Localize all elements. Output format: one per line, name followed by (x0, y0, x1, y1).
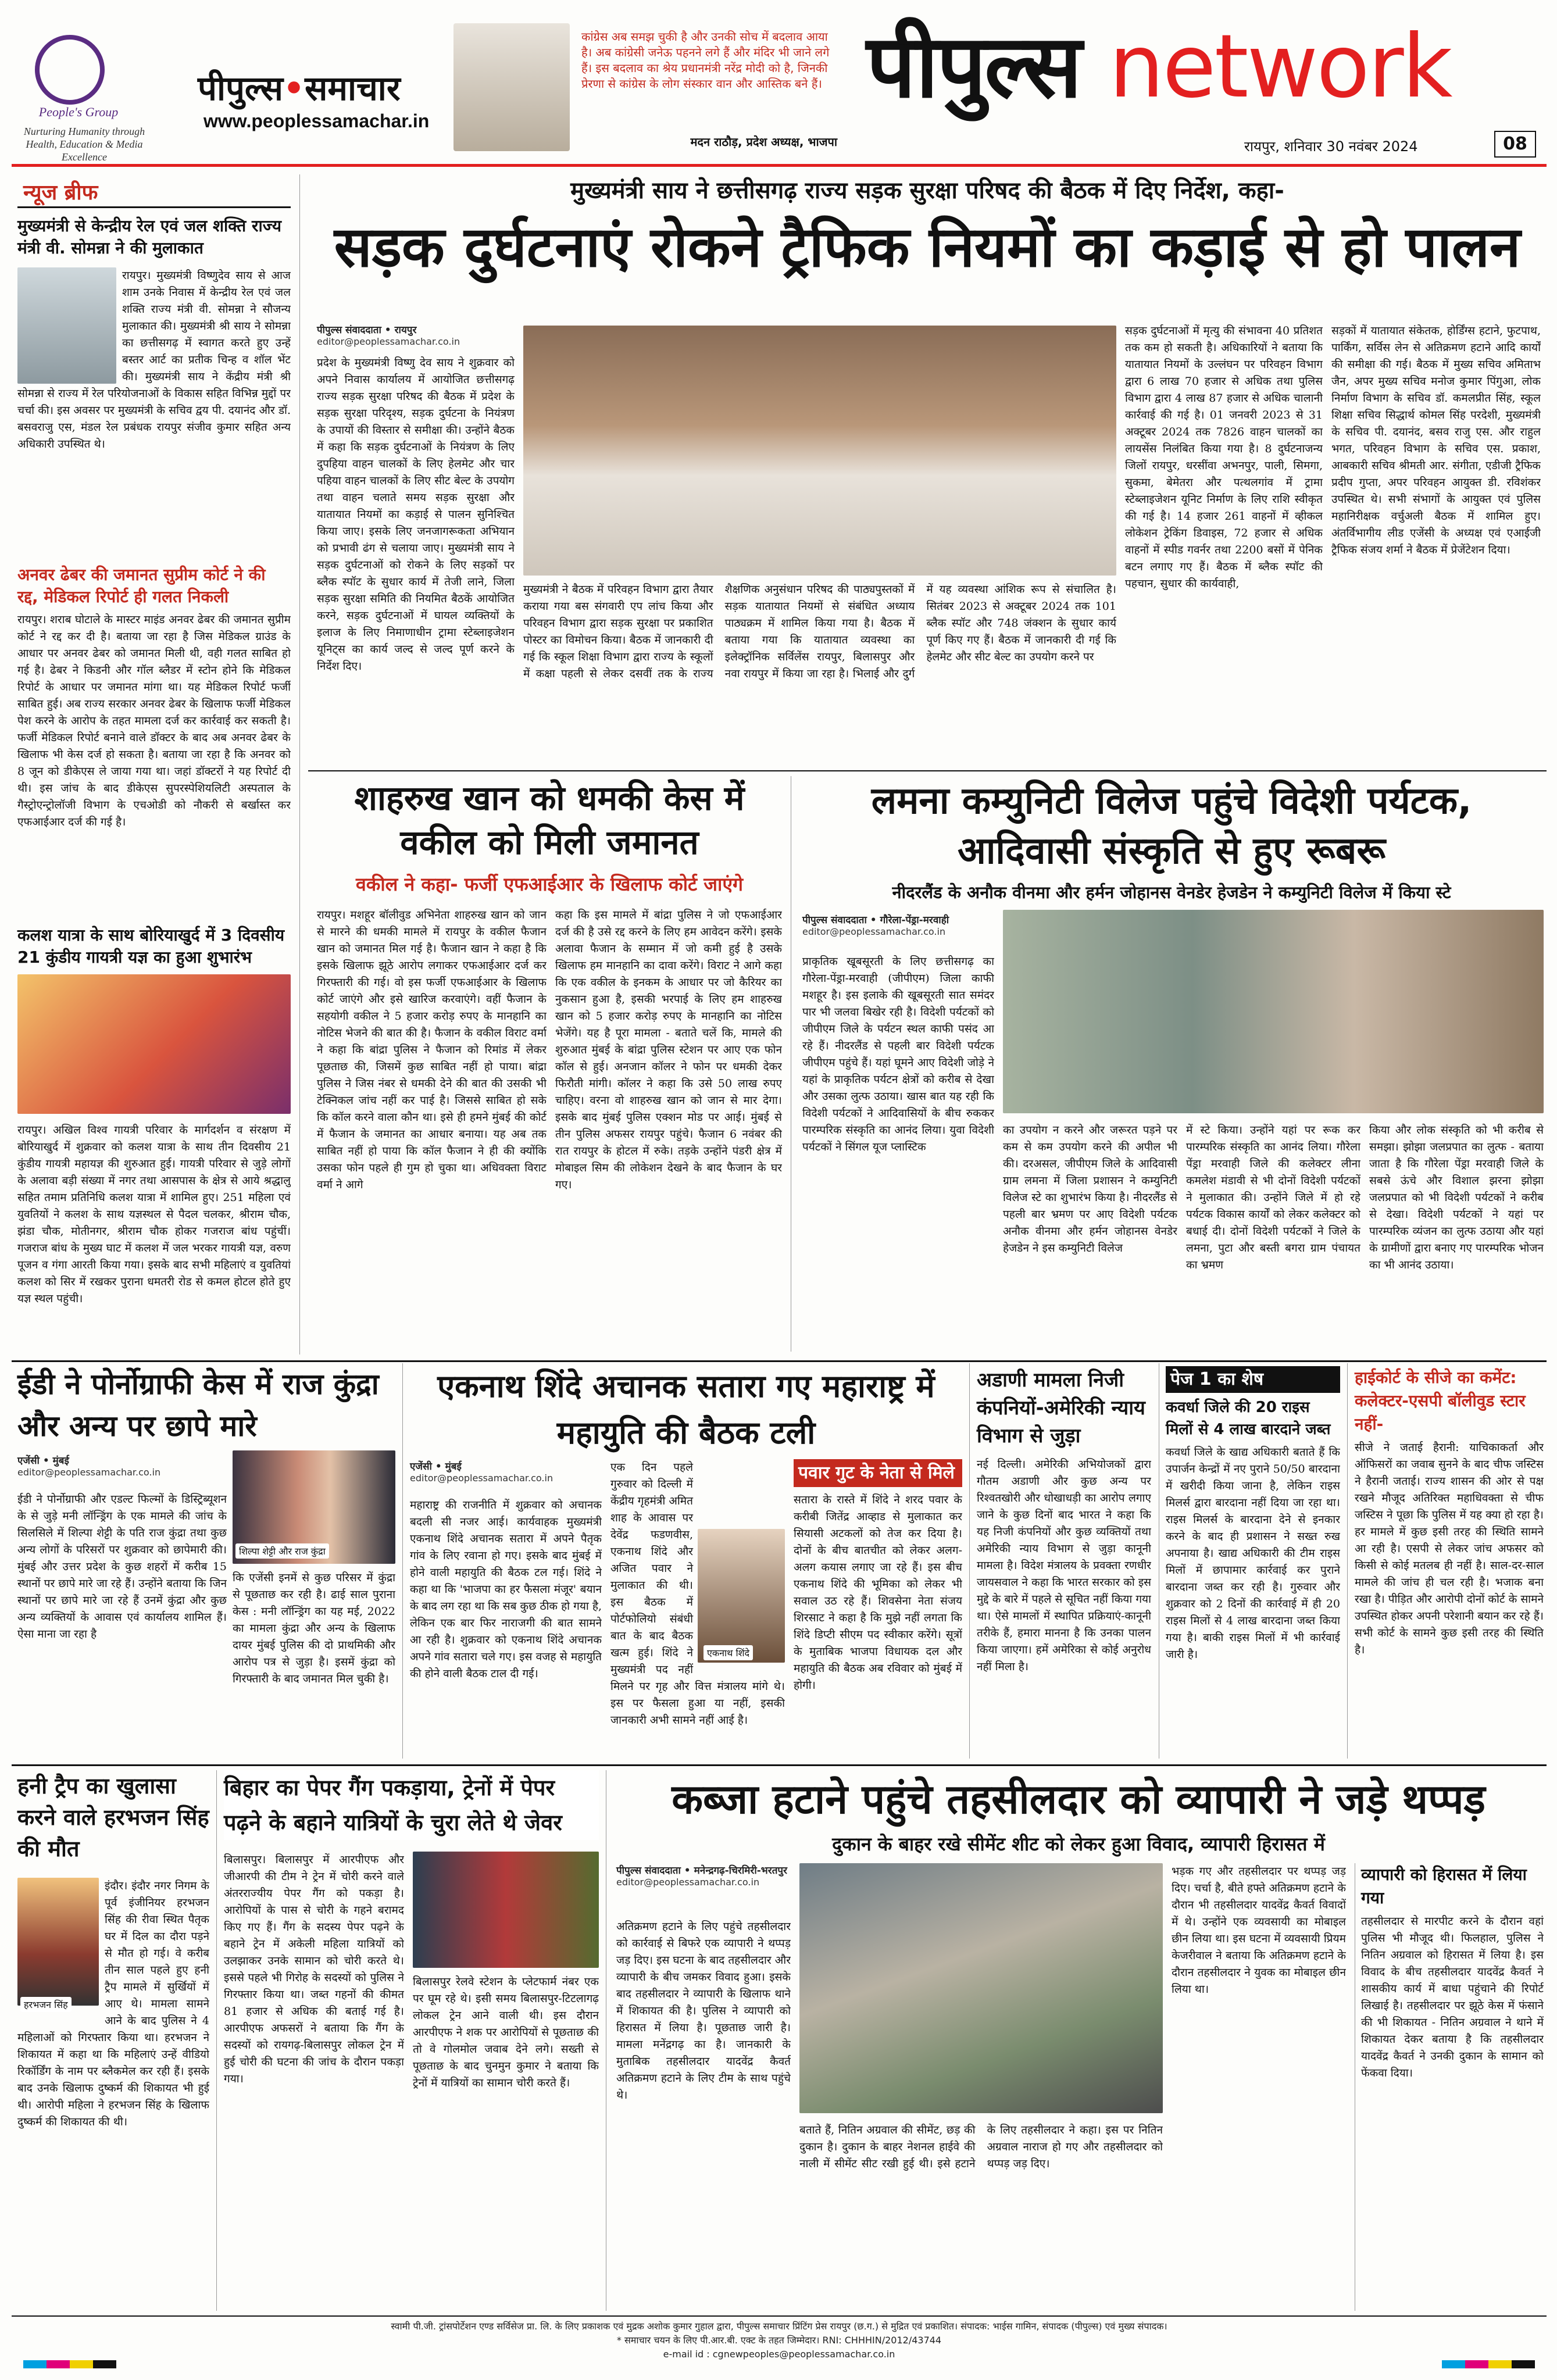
lamna-headline: लमना कम्युनिटी विलेज पहुंचे विदेशी पर्यटक, आदिवासी संस्कृति से हुए रूबरू (871, 780, 1472, 873)
peoples-group-logo (35, 35, 105, 105)
shinde-byline: एजेंसी • मुंबई (410, 1461, 462, 1473)
masthead-left (12, 23, 430, 163)
pawar-box (794, 1459, 962, 1759)
honey-body (17, 1878, 209, 2311)
dateline: रायपुर, शनिवार 30 नवंबर 2024 (1244, 138, 1418, 155)
network-title (866, 17, 1451, 116)
tehsildar-col-1: अतिक्रमण हटाने के लिए पहुंचे तहसीलदार को कार्रवाई से बिफरे एक व्यापारी ने थप्पड़ जड़ दिए। इस घटना के बाद तहसीलदार और व्यापारी के बीच जमकर विवाद हुआ। इसके बाद तहसीलदार ने व्यापारी के खिलाफ थाने में शिकायत की है। पुलिस ने व्यापारी को हिरासत में लिया है। पूछताछ जारी है। मामला मनेंद्रगढ़ का है। जानकारी के मुताबिक तहसीलदार यादवेंद्र कैवर्त अतिक्रमण हटाने के लिए टीम के साथ पहुंचे थे। (616, 1920, 791, 2102)
brief-1-headline: मुख्यमंत्री से केन्द्रीय रेल एवं जल शक्ति राज्य मंत्री वी. सोमन्ना ने की मुलाकात (17, 216, 281, 258)
column-divider (1347, 1363, 1348, 1759)
quote-box (453, 17, 837, 157)
lead-byline: पीपुल्स संवाददाता • रायपुर (317, 324, 417, 336)
brief-3-photo (17, 974, 291, 1114)
brief-1-photo-spacer (17, 267, 122, 384)
hc-body: सीजे ने जताई हैरानी: याचिकाकर्ता और ऑफिसरों का जवाब सुनने के बाद चीफ जस्टिस ने हैरानी जताई। राज्य शासन की ओर से पक्ष रखने मौजूद अतिरिक्त महाधिवक्ता से चीफ जस्टिस ने पूछा कि पुलिस में यह क्या हो रहा है। हर मामले में कुछ इसी तरह की स्थिति सामने आ रही है। एसपी से लेकर जांच अफसर को किसी से कोई मतलब ही नहीं है। साल-दर-साल मामले की जांच ही चल रही है। भजाक बना रखा है। पीड़ित और आरोपी दोनों कोर्ट के सामने उपस्थित होकर अपनी परेशानी बयान कर रहे हैं। सभी कोर्ट के सामने कुछ इसी तरह की स्थिति है। (1355, 1441, 1544, 1656)
srk-col-2: कहा कि इस मामले में बांद्रा पुलिस ने जो एफआईआर दर्ज की है उसे रद्द करने के लिए हम आवेदन करेंगे। इसके अलावा फैजान के सम्मान में जो कमी हुई है उसके खिलाफ हम मानहानि का दावा करेंगे। विराट ने आगे कहा कि एक वकील के इनकम के आधार पर जो कैरियर का नुकसान हुआ है, इसकी भरपाई के लिए हम शाहरुख खान को 5 हजार करोड़ रुपए के मानहानि का नोटिस भेजेंगे। यह है पूरा मामला - बताते चलें कि, मामले की शुरुआत मुंबई के बांद्रा पुलिस स्टेशन पर आए एक फोन कॉल से हुई। अनजान कॉलर ने फोन पर धमकी देकर फिरौती मांगी। कॉलर ने कहा कि उसे 50 लाख रुपए चाहिए। वरना वो शाहरुख खान को जान से मार देगा। इसके बाद मुंबई पुलिस एक्शन मोड पर आई। मुंबई से तीन पुलिस अफसर रायपुर पहुंचे। फैजान 6 नवंबर की रात रायपुर के होटल में रुके। तड़के उन्होंने पंडरी क्षेत्र में मोबाइल सिम की लोकेशन देखने के बाद फैजान के घर गए। (555, 909, 782, 1191)
network-title-part1: पीपुल्स (866, 16, 1081, 117)
lead-col-4: सड़कों में यातायात संकेतक, होर्डिंग्स हटाने, फुटपाथ, पार्किंग, सर्विस लेन से अतिक्रमण हटाने आदि कार्यों की समीक्षा की गई। बैठक में मुख्य सचिव अमिताभ जैन, अपर मुख्य सचिव मनोज कुमार पिंगुआ, लोक निर्माण विभाग के सचिव डॉ. कमलप्रीत सिंह, स्कूल शिक्षा सचिव सिद्धार्थ कोमल सिंह परदेशी, मुख्यमंत्री के सचिव पी. दयानंद, बसव राजु एस. और राहुल भगत, परिवहन विभाग के सचिव एस. प्रकाश, आबकारी सचिव श्रीमती आर. संगीता, एडीजी ट्रैफिक प्रदीप गुप्ता, अपर परिवहन आयुक्त डी. रविशंकर उपस्थित थे। सभी संभागों के आयुक्त एवं पुलिस महानिरीक्षक वर्चुअली बैठक में शामिल हुए। अंतर्विभागीय लीड एजेंसी के अध्यक्ष एवं एआईजी ट्रैफिक संजय शर्मा ने बैठक में प्रेजेंटेशन दिया। (1331, 324, 1541, 556)
page1-remainder-box (1166, 1366, 1340, 1759)
shinde-headline: एकनाथ शिंदे अचानक सतारा गए महाराष्ट्र में महायुति की बैठक टली (437, 1368, 935, 1451)
page-number: 08 (1494, 131, 1536, 158)
lead-email[interactable]: editor@peoplessamachar.co.in (317, 336, 460, 347)
quote-text: कांग्रेस अब समझ चुकी है और उनकी सोच में बदलाव आया है। अब कांग्रेसी जनेऊ पहनने लगे हैं और मंदिर भी जाने लगे हैं। इस बदलाव का श्रेय प्रधानमंत्री नरेंद्र मोदी को है, जिनकी प्रेरणा से कांग्रेस के लोग संस्कार वान और आस्तिक बने हैं। (581, 30, 830, 91)
shinde-col-2-text: एक दिन पहले गुरुवार को दिल्ली में केंद्रीय गृहमंत्री अमित शाह के आवास पर देवेंद्र फडणवीस, एकनाथ शिंदे और अजित पवार ने मुलाकात की थी। इस बैठक में पोर्टफोलियो संबंधी बात के बाद बैठक खत्म हुई। शिंदे ने मुख्यमंत्री पद नहीं मिलने पर गृह और वित्त मंत्रालय मांगे थे। इस पर फैसला हुआ या नहीं, इसकी जानकारी अभी सामने नहीं आई है। (610, 1461, 785, 1727)
lamna-email[interactable]: editor@peoplessamachar.co.in (802, 926, 946, 937)
paper-name-dot: • (283, 69, 305, 108)
page1-remainder-headline: कवर्धा जिले की 20 राइस मिलों से 4 लाख बारदाने जब्त (1166, 1399, 1331, 1438)
brief-2-headline: अनवर ढेबर की जमानत सुप्रीम कोर्ट ने की रद्द, मेडिकल रिपोर्ट ही गलत निकली (17, 565, 266, 606)
news-brief-label: न्यूज ब्रीफ (23, 181, 98, 205)
honey-story (17, 1770, 209, 2311)
honey-photo-caption: हरभजन सिंह (20, 1997, 72, 2012)
quote-attribution: मदन राठौड़, प्रदेश अध्यक्ष, भाजपा (690, 135, 837, 149)
tehsildar-sidebar (1355, 1863, 1544, 2311)
lead-photo (523, 326, 1116, 576)
paper-name-part1: पीपुल्स (198, 69, 283, 108)
pawar-body: सतारा के रास्ते में शिंदे ने शरद पवार के करीबी जितेंद्र आव्हाड से मुलाकात कर सियासी अटकलों को तेज कर दिया है। दोनों के बीच बातचीत को लेकर अलग-अलग कयास लगाए जा रहे हैं। इस बीच एकनाथ शिंदे की भूमिका को लेकर भी सवाल उठ रहे हैं। शिवसेना नेता संजय शिरसाट ने कहा है कि मुझे नहीं लगता कि शिंदे डिप्टी सीएम पद स्वीकार करेंगे। सूत्रों के मुताबिक भाजपा विधायक दल और महायुति की बैठक अब रविवार को मुंबई में होगी। (794, 1493, 962, 1692)
page1-remainder-body: कवर्धा जिले के खाद्य अधिकारी बताते हैं कि उपार्जन केन्द्रों में नए पुराने 50/50 बारदाना में खरीदी किया जाना है, लेकिन राइस मिलर्स द्वारा बारदाना नहीं दिया जा रहा था। राइस मिलर्स के बारदाना देने से इनकार करने के बाद ही प्रशासन ने सख्त रुख अपनाया है। खाद्य अधिकारी की टीम राइस मिलों में छापामार कार्रवाई कर पुराने बारदाना जब्त कर रही है। गुरुवार और शुक्रवार को 2 दिनों की कार्रवाई में ही 20 राइस मिलों से 4 लाख बारदाना जब्त किया गया है। बाकी राइस मिलों में भी कार्रवाई जारी है। (1166, 1446, 1340, 1661)
column-divider (216, 1770, 217, 2311)
group-tagline: Nurturing Humanity through Health, Education & Media Excellence (23, 126, 145, 163)
bihar-headline: बिहार का पेपर गैंग पकड़ाया, ट्रेनों में पेपर पढ़ने के बहाने यात्रियों के चुरा लेते थे जेवर (224, 1770, 599, 1840)
lamna-col-4: किया और लोक संस्कृति को भी करीब से समझा। झोझा जलप्रपात का लुत्फ - बताया जाता है कि गौरेला पेंड्रा मरवाही जिले के सबसे ऊंचे और विशाल झरना झोझा जलप्रपात को भी विदेशी पर्यटकों ने करीब से देखा। विदेशी पर्यटकों ने यहां पर पारम्परिक व्यंजन का लुत्फ उठाया और यहां के ग्रामीणों द्वारा बनाए गए पारम्परिक भोजन का भी आनंद उठाया। (1369, 1124, 1544, 1271)
brief-item-3 (17, 924, 291, 1378)
brief-1-body-text: रायपुर। मुख्यमंत्री विष्णुदेव साय से आज शाम उनके निवास में केन्द्रीय रेल एवं जल शक्ति राज्य मंत्री वी. सोमन्ना ने सौजन्य मुलाकात की। मुख्यमंत्री श्री साय ने सोमन्ना का छत्तीसगढ़ में स्वागत करते हुए उन्हें बस्तर आर्ट का प्रतीक चिन्ह व शॉल भेंट की। मुख्यमंत्री साय ने केंद्रीय मंत्री श्री सोमन्ना से राज्य में रेल परियोजनाओं के विकास सहित विभिन्न मुद्दों पर चर्चा की। इस अवसर पर मुख्यमंत्री के सचिव द्वय पी. दयानंद और डॉ. बसवराजु एस, मंडल रेल प्रबंधक रायपुर संजीव कुमार सहित अन्य अधिकारी उपस्थित थे। (17, 269, 291, 451)
bihar-col-2: बिलासपुर रेलवे स्टेशन के प्लेटफार्म नंबर एक पर घूम रहे थे। इसी समय बिलासपुर-टिटलागढ़ लोकल ट्रेन आने वाली थी। इस दौरान आरपीएफ ने शक पर आरोपियों से पूछताछ की तो वे गोलमोल जवाब देने लगे। सख्ती से पूछताछ के बाद चुनमुन कुमार ने बताया कि ट्रेनों में यात्रियों का सामान चोरी करते हैं। (413, 1975, 599, 2089)
paper-name-part2: समाचार (305, 69, 401, 108)
lamna-col-2: का उपयोग न करने और जरूरत पड़ने पर कम से कम उपयोग करने की अपील भी की। दरअसल, जीपीएम जिले के आदिवासी ग्राम लमना में जिला प्रशासन ने कम्युनिटी विलेज स्टे का शुभारंभ किया है। नीदरलैंड से पहली बार भ्रमण पर आए विदेशी पर्यटक अनौक वीनमा और हर्मन जोहानस वेनडेर हेजडेन ने इस कम्युनिटी विलेज (1003, 1124, 1177, 1255)
tehsildar-col-2: बताते हैं, नितिन अग्रवाल की सीमेंट, छड़ की दुकान है। दुकान के बाहर नेशनल हाईवे की नाली में सीमेंट सीट रखी हुई थी। इसे हटाने के लिए तहसीलदार ने कहा। इस पर नितिन अग्रवाल नाराज हो गए और तहसीलदार को थप्पड़ जड़ दिए। (799, 2124, 1163, 2170)
honey-body-text: इंदौर। इंदौर नगर निगम के पूर्व इंजीनियर हरभजन सिंह की रीवा स्थित पैतृक घर में दिल का दौरा पड़ने से मौत हो गई। वे करीब तीन साल पहले हुए हनी ट्रैप मामले में सुर्खियों में आए थे। मामला सामने आने के बाद पुलिस ने 4 महिलाओं को गिरफ्तार किया था। हरभजन ने शिकायत में कहा था कि महिलाएं उन्हें वीडियो रिकॉर्डिंग के नाम पर ब्लैकमेल कर रही हैं। इसके बाद उनके खिलाफ दुष्कर्म की शिकायत भी हुई थी। आरोपी महिला ने हरभजन सिंह के खिलाफ दुष्कर्म की शिकायत की थी। (17, 1879, 209, 2128)
tehsildar-byline-block (616, 1863, 791, 1888)
ed-col-2: कि एजेंसी इनमें से कुछ परिसर में कुंद्रा से पूछताछ कर रही है। ढाई साल पुराना केस : मनी लॉन्ड्रिंग का यह मई, 2022 का मामला कुंद्रा और अन्य के खिलाफ दायर मुंबई पुलिस की दो प्राथमिकी और आरोप पत्र से जुड़ा है। इसमें कुंद्रा को गिरफ्तारी के बाद जमानत मिल चुकी है। (233, 1571, 395, 1685)
hc-headline: हाईकोर्ट के सीजे का कमेंट: कलेक्टर-एसपी बॉलीवुड स्टार नहीं- (1355, 1368, 1526, 1434)
column-divider (299, 174, 300, 1355)
shinde-byline-block (410, 1459, 602, 1484)
lamna-subhead: नीदरलैंड के अनौक वीनमा और हर्मन जोहानस वेनडेर हेजडेन ने कम्युनिटी विलेज में किया स्टे (892, 882, 1451, 902)
ed-email[interactable]: editor@peoplessamachar.co.in (17, 1467, 161, 1478)
lead-col-3: सड़क दुर्घटनाओं में मृत्यु की संभावना 40 प्रतिशत तक कम हो सकती है। अधिकारियों ने बताया कि यातायात नियमों के उल्लंघन पर परिवहन विभाग द्वारा 6 लाख 70 हजार से अधिक तथा पुलिस विभाग द्वारा 4 लाख 87 हजार से अधिक चालानी कार्रवाई की गई है। 01 जनवरी 2023 से 31 अक्टूबर 2024 तक 7826 वाहन चालकों का लायसेंस निलंबित किया गया है। 8 दुर्घटनाजन्य जिलों रायपुर, धरसींवा अभनपुर, पाली, सिमगा, सुकमा, बेमेतरा और पत्थलगांव में ट्रामा स्टेब्लाइजेशन यूनिट निर्माण के लिए राशि स्वीकृत की गई है। 14 हजार 261 वाहनों में व्हीकल लोकेशन ट्रेकिंग डिवाइस, 72 हजार से अधिक वाहनों में स्पीड गवर्नर तथा 2200 बसों में पेनिक बटन लगाए गए हैं। बैठक में ब्लैक स्पॉट की पहचान, सुधार की कार्यवाही, (1125, 324, 1323, 590)
lead-kicker: मुख्यमंत्री साय ने छत्तीसगढ़ राज्य सड़क सुरक्षा परिषद की बैठक में दिए निर्देश, कहा- (570, 177, 1284, 204)
footer-imprint: स्वामी पी.जी. ट्रांसपोर्टेशन एण्ड सर्विसेज प्रा. लि. के लिए प्रकाशक एवं मुद्रक अशोक कुमार गुहाल द्वारा, पीपुल्स समाचार प्रिंटिंग प्रेस रायपुर (छ.ग.) से मुद्रित एवं प्रकाशित। संपादक: भाईस गामिन, संपादक (पीपुल्स) एवं मुख्य संपादक। (391, 2321, 1167, 2332)
lamna-col-1: प्राकृतिक खूबसूरती के लिए छत्तीसगढ़ का गौरेला-पेंड्रा-मरवाही (जीपीएम) जिला काफी मशहूर है। इस इलाके की खूबसूरती सात समंदर पार भी जलवा बिखेर रही है। विदेशी पर्यटकों को जीपीएम जिले के पर्यटन स्थल काफी पसंद आ रहे हैं। नीदरलैंड से पहली बार विदेशी पर्यटक जीपीएम पहुंचे हैं। यहां घूमने आए विदेशी जोड़े ने यहां के प्राकृतिक पर्यटन क्षेत्रों को करीब से देखा और उसका लुत्फ उठाया। खास बात यह रही कि विदेशी पर्यटकों ने आदिवासियों के बीच रुककर पारम्परिक संस्कृति का आनंद लिया। युवा विदेशी पर्यटकों ने सिंगल यूज प्लास्टिक (802, 955, 994, 1153)
hc-story (1355, 1366, 1544, 1759)
color-registration-marks (23, 2360, 116, 2368)
ed-byline-block (17, 1453, 227, 1478)
shinde-email[interactable]: editor@peoplessamachar.co.in (410, 1473, 553, 1484)
honey-headline: हनी ट्रैप का खुलासा करने वाले हरभजन सिंह की मौत (17, 1773, 209, 1861)
brief-3-body: रायपुर। अखिल विश्व गायत्री परिवार के मार्गदर्शन व संरक्षण में बोरियाखुर्द में शुक्रवार को कलश यात्रा के साथ तीन दिवसीय 21 कुंडीय गायत्री महायज्ञ की शुरुआत हुई। गायत्री परिवार से जुड़े लोगों के अलावा बड़ी संख्या में नगर तथा आसपास के क्षेत्र से आये श्रद्धालु सहित तमाम प्रतिनिधि कलश यात्रा में शामिल हुए। 251 महिला एवं युवतियों ने कलश के साथ यज्ञस्थल से पैदल चलकर, श्रीराम चौक, झंडा चौक, मोतीनगर, श्रीराम चौक होकर गजराज बांध पहुंचीं। गजराज बांध के मुख्य घाट में कलश में जल भरकर गायत्री यज्ञ, वरुण पूजन व गंगा आरती किया गया। इसके बाद सभी महिलाएं व युवतियां कलश को सिर में रखकर पुराना धमतरी रोड से कमल होटल होते हुए यज्ञ स्थल पहुंची। (17, 1124, 291, 1305)
ed-byline: एजेंसी • मुंबई (17, 1455, 69, 1467)
paper-name (198, 64, 401, 110)
shinde-photo (698, 1529, 785, 1663)
ed-headline: ईडी ने पोर्नोग्राफी केस में राज कुंद्रा और अन्य पर छापे मारे (17, 1367, 379, 1443)
brief-rule (17, 206, 291, 208)
ed-photo-caption: शिल्पा शेट्टी और राज कुंद्रा (235, 1543, 329, 1559)
mid-rule (12, 1360, 1547, 1362)
srk-headline: शाहरुख खान को धमकी केस में वकील को मिली जमानत (354, 778, 745, 862)
tehsildar-col-3: भड़क गए और तहसीलदार पर थप्पड़ जड़ दिए। चर्चा है, बीते हफ्ते अतिक्रमण हटाने के दौरान भी तहसीलदार यादवेंद्र कैवर्त विवादों में थे। उन्होंने एक व्यवसायी का मोबाइल छीन लिया था। इस घटना में व्यवसायी प्रियम केजरीवाल ने बताया कि अतिक्रमण हटाने के दौरान तहसीलदार ने युवक का मोबाइल छीन लिया था। (1172, 1865, 1346, 1996)
lamna-col-3: में स्टे किया। उन्होंने यहां पर रूक कर पारम्परिक संस्कृति का आनंद लिया। गौरेला पेंड्रा मरवाही जिले की कलेक्टर लीना कमलेश मंडावी से भी दोनों विदेशी पर्यटकों ने मुलाकात की। उन्होंने जिले में हो रहे पर्यटक विकास कार्यों को लेकर कलेक्टर को बधाई दी। दोनों विदेशी पर्यटकों ने जिले के लमना, पुटा और बस्ती बगरा ग्राम पंचायत का भ्रमण (1186, 1124, 1360, 1271)
brief-3-headline: कलश यात्रा के साथ बोरियाखुर्द में 3 दिवसीय 21 कुंडीय गायत्री यज्ञ का हुआ शुभारंभ (17, 925, 285, 967)
tehsildar-photo (799, 1863, 1163, 2113)
paper-url[interactable]: www.peoplessamachar.in (203, 110, 430, 131)
color-registration-marks (1442, 2360, 1535, 2368)
shinde-photo-caption: एकनाथ शिंदे (703, 1645, 753, 1660)
footer-rule (12, 2315, 1547, 2317)
honey-photo-spacer (17, 1878, 105, 2017)
adani-headline: अडाणी मामला निजी कंपनियों-अमेरिकी न्याय विभाग से जुड़ा (977, 1368, 1145, 1448)
footer-email[interactable]: e-mail id : cgnewpeoples@peoplessamachar.co.in (663, 2349, 895, 2360)
tehsildar-byline: पीपुल्स संवाददाता • मनेन्द्रगढ़-चिरमिरी-भरतपुर (616, 1865, 788, 1877)
masthead-rule (12, 164, 1547, 167)
lead-col-1: प्रदेश के मुख्यमंत्री विष्णु देव साय ने शुक्रवार को अपने निवास कार्यालय में आयोजित छत्तीसगढ़ राज्य सड़क सुरक्षा परिषद की बैठक में प्रदेश के सड़क सुरक्षा परिदृश्य, सड़क दुर्घटना के नियंत्रण के उपायों की विस्तार से समीक्षा की। उन्होंने बैठक में कहा कि सड़क दुर्घटनाओं के नियंत्रण के लिए दुपहिया वाहन चालकों के लिए हेलमेट और चार पहिया वाहन चालकों के लिए सीट बेल्ट के उपयोग तथा वाहन चलाते समय सड़क सुरक्षा और यातायात नियमों का कड़ाई से पालन सुनिश्चित किया जाए। इसके लिए जनजागरूकता अभियान को प्रभावी ढंग से चलाया जाए। मुख्यमंत्री साय ने सड़क दुर्घटनाओं को रोकने के लिए सड़कों पर ब्लैक स्पॉट के सुधार कार्य में तेजी लाने, जिला सड़क सुरक्षा समिति की नियमित बैठकें आयोजित करने, सड़क दुर्घटनाओं में घायल व्यक्तियों के इलाज के लिए निमाणाधीन ट्रामा स्टेब्लाइजेशन यूनिट्स का कार्य जल्द से जल्द पूर्ण करने के निर्देश दिए। (317, 356, 515, 673)
bihar-col-1: बिलासपुर। बिलासपुर में आरपीएफ और जीआरपी की टीम ने ट्रेन में चोरी करने वाले अंतरराज्यीय पेपर गैंग को पकड़ा है। आरोपियों के पास से चोरी के गहने बरामद किए गए हैं। गैंग के सदस्य पेपर पढ़ने के बहाने ट्रेन में अकेली महिला यात्रियों को उलझाकर उनके सामान को चोरी करते थे। इससे पहले भी गिरोह के सदस्यों को पुलिस ने गिरफ्तार किया था। जब्त गहनों की कीमत 81 हजार से अधिक की बताई गई है। आरपीएफ अफसरों ने बताया कि गैंग के सदस्यों को रायगढ़-बिलासपुर लोकल ट्रेन में हुई चोरी की घटना की जांच के दौरान पकड़ा गया। (224, 1853, 404, 2085)
footer-registration: * समाचार चयन के लिए पी.आर.बी. एक्ट के तहत जिम्मेदार। RNI: CHHHIN/2012/43744 (616, 2335, 942, 2346)
network-title-part2: network (1109, 16, 1451, 117)
adani-body: नई दिल्ली। अमेरिकी अभियोजकों द्वारा गौतम अडाणी और कुछ अन्य पर रिश्वतखोरी और धोखाधड़ी का आरोप लगाए जाने के कुछ दिनों बाद भारत ने कहा कि यह निजी कंपनियों और कुछ व्यक्तियों तथा अमेरिकी न्याय विभाग से जुड़ा कानूनी मामला है। विदेश मंत्रालय के प्रवक्ता रणधीर जायसवाल ने कहा कि भारत सरकार को इस मुद्दे के बारे में पहले से सूचित नहीं किया गया था। ऐसे मामलों में स्थापित प्रक्रियाएं-कानूनी तरीके हैं, हमारा मानना है कि उनका पालन किया जाएगा। हमें अमेरिका से कोई अनुरोध नहीं मिला है। (977, 1458, 1151, 1673)
lower-rule (12, 1764, 1547, 1766)
srk-col-1: रायपुर। मशहूर बॉलीवुड अभिनेता शाहरुख खान को जान से मारने की धमकी मामले में रायपुर के वकील फैजान खान को जमानत मिल गई है। फैजान खान ने कहा है कि इसके खिलाफ झूठे आरोप लगाकर एफआईआर दर्ज कर गिरफ्तारी की गई। वो इस फर्जी एफआईआर के खिलाफ कोर्ट जाएंगे और इसे खारिज करवाएंगे। वहीं फैजान के सहयोगी वकील ने 5 हजार करोड़ रुपए के मानहानि का नोटिस भेजने की बात की है। फैजान के वकील विराट वर्मा ने कहा कि बांद्रा पुलिस ने फैजान को रिमांड में लेकर पूछताछ की, जिसमें कुछ साबित नहीं हो पाया। बांद्रा पुलिस ने जिस नंबर से धमकी देने की बात की उसकी भी टेक्निकल जांच नहीं कर पाई है। जिससे साबित हो सके कि कॉल करने वाला कौन था। इसे ही हमने मुंबई की कोर्ट में फैजान के जमानत का आधार बनाया। यह अब तक साबित नहीं हो पाया कि कॉल फैजान ने ही की क्योंकि उसका फोन पहले ही गुम हो चुका था। अधिवक्ता विराट वर्मा ने आगे (317, 909, 547, 1191)
lead-col-2: मुख्यमंत्री ने बैठक में परिवहन विभाग द्वारा तैयार कराया गया बस संगवारी एप लांच किया और परिवहन विभाग द्वारा सड़क सुरक्षा पर प्रकाशित पोस्टर का विमोचन किया। बैठक में जानकारी दी गई कि स्कूल शिक्षा विभाग द्वारा राज्य के स्कूलों में कक्षा पहली से लेकर दसवीं तक के राज्य शैक्षणिक अनुसंधान परिषद की पाठ्यपुस्तकों में सड़क यातायात नियमों से संबंधित अध्याय पाठ्यक्रम में शामिल किया गया है। बैठक में बताया गया कि यातायात व्यवस्था का इलेक्ट्रॉनिक सर्विलेंस रायपुर, बिलासपुर और नवा रायपुर में किया जा रहा है। भिलाई और दुर्ग में यह व्यवस्था आंशिक रूप से संचालित है। सितंबर 2023 से अक्टूबर 2024 तक 101 ब्लैक स्पॉट और 748 जंक्शन के सुधार कार्य पूर्ण किए गए हैं। बैठक में जानकारी दी गई कि हेलमेट और सीट बेल्ट का उपयोग करने पर (523, 583, 1116, 680)
column-divider (402, 1363, 403, 1759)
footer (12, 2320, 1547, 2366)
group-name: People's Group (38, 105, 119, 119)
shinde-col-1: महाराष्ट्र की राजनीति में शुक्रवार को अचानक बदली सी नजर आई। कार्यवाहक मुख्यमंत्री एकनाथ शिंदे अचानक सतारा में अपने पैतृक गांव के लिए रवाना हो गए। इसके बाद मुंबई में होने वाली महायुति की बैठक टल गई। शिंदे ने कहा था कि 'भाजपा का हर फैसला मंजूर' बयान के बाद लग रहा था कि सब कुछ ठीक हो गया है, लेकिन एक बार फिर नाराजगी की बात सामने आ रही है। शुक्रवार को एकनाथ शिंदे अचानक अपने गांव सतारा चले गए। इस वजह से महायुति की होने वाली बैठक टाल दी गई। (410, 1499, 602, 1680)
column-divider (969, 1363, 970, 1759)
srk-subhead: वकील ने कहा- फर्जी एफआईआर के खिलाफ कोर्ट जाएंगे (355, 873, 744, 895)
tehsildar-box-body: तहसीलदार से मारपीट करने के दौरान वहां पुलिस भी मौजूद थी। फिलहाल, पुलिस ने नितिन अग्रवाल को हिरासत में लिया है। इस विवाद के बीच तहसीलदार यादवेंद्र कैवर्त ने शासकीय कार्य में बाधा पहुंचाने की रिपोर्ट लिखाई है। तहसीलदार पर झूठे केस में फंसाने की भी शिकायत - नितिन अग्रवाल ने थाने में शिकायत देकर बताया है कि तहसीलदार यादवेंद्र कैवर्त ने उनकी दुकान के सामान को फेंकवा दिया। (1361, 1915, 1544, 2079)
tehsildar-headline: कब्जा हटाने पहुंचे तहसीलदार को व्यापारी ने जड़े थप्पड़ (672, 1775, 1485, 1823)
tehsildar-email[interactable]: editor@peoplessamachar.co.in (616, 1877, 760, 1888)
lead-headline: सड़क दुर्घटनाएं रोकने ट्रैफिक नियमों का कड़ाई से हो पालन (334, 215, 1521, 280)
bihar-photo (413, 1852, 599, 1968)
lead-bottom-rule (308, 770, 1547, 771)
lamna-byline: पीपुल्स संवाददाता • गौरेला-पेंड्रा-मरवाही (802, 914, 949, 926)
brief-2-body: रायपुर। शराब घोटाले के मास्टर माइंड अनवर ढेबर की जमानत सुप्रीम कोर्ट ने रद्द कर दी है। बताया जा रहा है जिस मेडिकल ग्राउंड के आधार पर अनवर ढेबर को जमानत मिली थी, वही गलत साबित हो गई है। ढेबर ने किडनी और गॉल ब्लैडर में स्टोन होने कि मेडिकल रिपोर्ट के आधार पर जमानत मांगा था। यह मेडिकल रिपोर्ट फर्जी साबित हुई। अब राज्य सरकार अनवर ढेबर के खिलाफ फर्जी मेडिकल पेश करने के आरोप के तहत मामला दर्ज कर कार्रवाई कर सकती है। फर्जी मेडिकल रिपोर्ट बनाने वाले डॉक्टर के बाद अब अनवर ढेबर के खिलाफ भी केस दर्ज हो सकता है। बताया जा रहा है कि अनवर को 8 जून को डीकेएस ले जाया गया था। जहां डॉक्टरों ने यह रिपोर्ट दी थी। इस जांच के बाद डीकेएस सुपरस्पेशियलिटी अस्पताल के गैस्ट्रोएन्ट्रोलॉजी विभाग के एचओडी को नौकरी से बर्खास्त कर एफआईआर दर्ज की गई है। (17, 613, 291, 828)
lamna-byline-block (802, 913, 994, 937)
pawar-headline: पवार गुट के नेता से मिले (794, 1459, 962, 1487)
lamna-photo (1003, 910, 1544, 1113)
quote-speaker-photo (453, 23, 570, 151)
tehsildar-box-title: व्यापारी को हिरासत में लिया गया (1361, 1865, 1527, 1907)
lead-byline-block (317, 323, 515, 347)
brief-item-2 (17, 564, 291, 913)
ed-col-1: ईडी ने पोर्नोग्राफी और एडल्ट फिल्मों के डिस्ट्रिब्यूशन के से जुड़े मनी लॉन्ड्रिंग के एक मामले की जांच के सिलसिले में शिल्पा शेट्टी के पति राज कुंद्रा तथा कुछ अन्य लोगों के परिसरों पर शुक्रवार को छापेमारी की। मुंबई और उत्तर प्रदेश के कुछ शहरों में करीब 15 स्थानों पर छापे मारे जा रहे हैं। उन्होंने बताया कि जिन स्थानों पर छापे मारे जा रहे हैं उनमें कुंद्रा और कुछ अन्य व्यक्तियों के आवास एवं कार्यालय शामिल हैं। ऐसा माना जा रहा है (17, 1493, 227, 1641)
tehsildar-subhead: दुकान के बाहर रखे सीमेंट शीट को लेकर हुआ विवाद, व्यापारी हिरासत में (832, 1833, 1325, 1855)
page1-remainder-label: पेज 1 का शेष (1166, 1366, 1340, 1393)
